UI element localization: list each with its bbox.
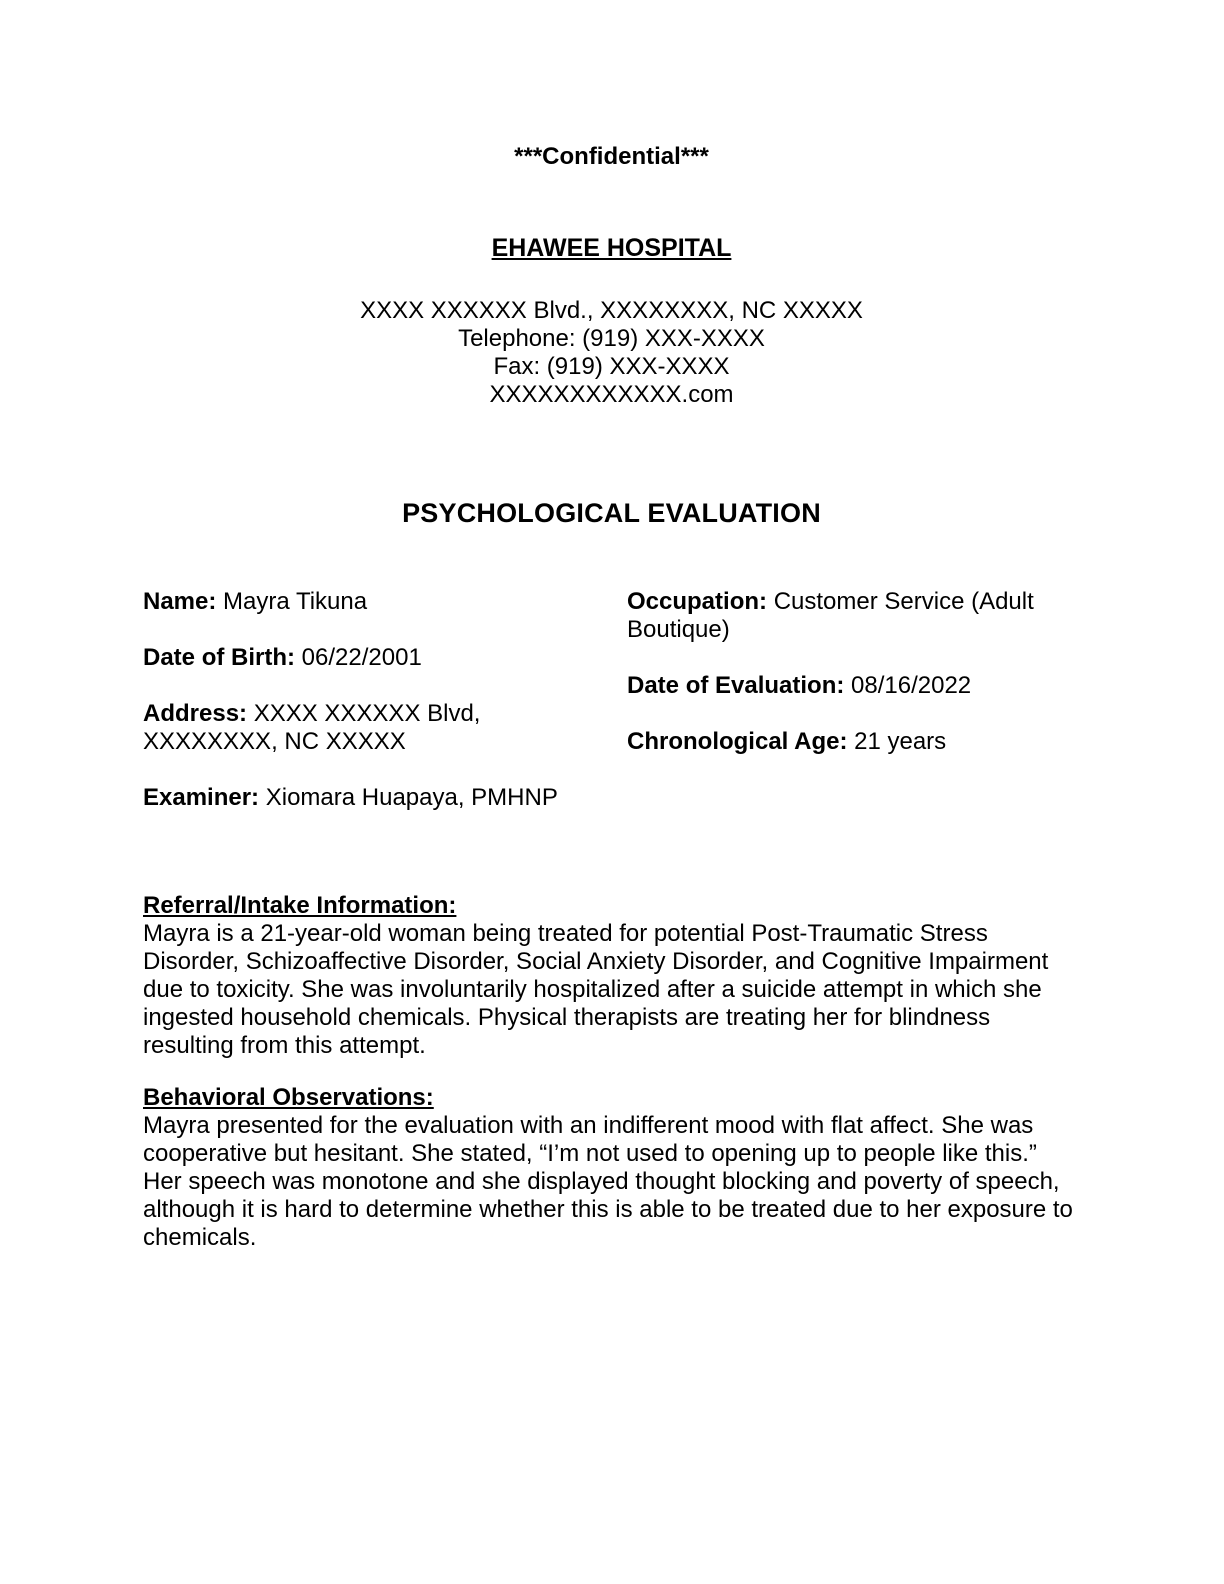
field-chronological-age: [627, 728, 1080, 756]
referral-intake-body: Mayra is a 21-year-old woman being treated for potential Post-Traumatic Stress Disorder, Schizoaffective Disorder, Social Anxiety Disorder, and Cognitive Impairment due to toxicity. She was involuntarily hospitalized after a suicide attempt in which she ingested household chemicals. Physical therapists are treating her for blindness resulting from this attempt.: [143, 920, 1049, 1059]
referral-intake-heading: Referral/Intake Information:: [143, 892, 457, 919]
hospital-name: EHAWEE HOSPITAL: [491, 234, 732, 262]
behavioral-observations-heading: Behavioral Observations:: [143, 1084, 434, 1111]
patient-info-right-column: [627, 588, 1080, 812]
field-name-label: Name:: [143, 588, 217, 615]
field-occupation: [627, 588, 1080, 644]
field-examiner: [143, 784, 596, 812]
field-examiner-value: Xiomara Huapaya, PMHNP: [265, 784, 558, 811]
field-address-value: XXXX XXXXXX Blvd, XXXXXXXX, NC XXXXX: [143, 700, 481, 755]
field-name: [143, 588, 596, 616]
hospital-telephone: Telephone: (919) XXX-XXXX: [458, 325, 765, 352]
field-address: [143, 700, 596, 756]
field-date-of-evaluation: [627, 672, 1080, 700]
field-chronological-age-label: Chronological Age:: [627, 728, 848, 755]
field-occupation-label: Occupation:: [627, 588, 768, 615]
section-behavioral-observations: [143, 1084, 1080, 1252]
field-date-of-birth: [143, 644, 596, 672]
hospital-website: XXXXXXXXXXXX.com: [489, 381, 734, 408]
patient-info-left-column: [143, 588, 596, 812]
hospital-contact-block: [143, 297, 1080, 409]
field-examiner-label: Examiner:: [143, 784, 260, 811]
behavioral-observations-body: Mayra presented for the evaluation with an indifferent mood with flat affect. She was cooperative but hesitant. She stated, “I’m not used to opening up to people like this.” Her speech was monotone and she displayed thought blocking and poverty of speech, although it is hard to determine whether this is able to be treated due to her exposure to chemicals.: [143, 1112, 1073, 1251]
section-referral-intake: [143, 892, 1080, 1060]
field-date-of-evaluation-label: Date of Evaluation:: [627, 672, 845, 699]
field-date-of-birth-label: Date of Birth:: [143, 644, 295, 671]
field-date-of-evaluation-value: 08/16/2022: [851, 672, 972, 699]
document-title: PSYCHOLOGICAL EVALUATION: [402, 498, 821, 528]
patient-info-grid: [143, 588, 1080, 812]
field-date-of-birth-value: 06/22/2001: [301, 644, 422, 671]
field-name-value: Mayra Tikuna: [223, 588, 368, 615]
field-occupation-value: Customer Service (Adult Boutique): [627, 588, 1034, 643]
field-address-label: Address:: [143, 700, 248, 727]
hospital-address: XXXX XXXXXX Blvd., XXXXXXXX, NC XXXXX: [360, 297, 863, 324]
confidential-notice: ***Confidential***: [514, 143, 709, 170]
field-chronological-age-value: 21 years: [854, 728, 947, 755]
hospital-fax: Fax: (919) XXX-XXXX: [493, 353, 730, 380]
